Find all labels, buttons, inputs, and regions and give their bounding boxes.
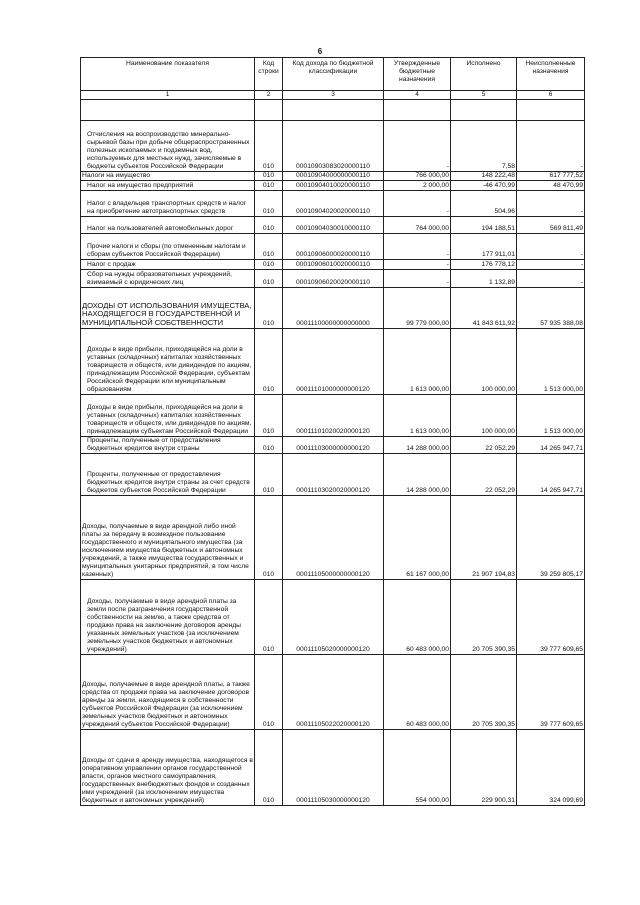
line-code: 010 [255, 171, 283, 180]
budget-code: 00010904010020000110 [283, 180, 384, 190]
table-row [81, 394, 585, 436]
indicator-name: Налог на пользователей автомобильных дорог [81, 216, 255, 233]
table-row [81, 171, 585, 180]
executed-amount: 148 222,48 [451, 171, 517, 180]
table-row [81, 453, 585, 495]
indicator-name: Доходы, получаемые в виде арендной либо иной платы за передачу в возмездное пользование государственного и муниципального имущества (за исключением имущества бюджетных и автономных учреждений, а также имущества государственных и муниципальных унитарных предприятий, в том числе казенных) [81, 495, 255, 579]
approved-amount: 99 779 000,00 [384, 287, 451, 328]
executed-amount: 1 132,89 [451, 269, 517, 287]
executed-amount: 41 843 611,92 [451, 287, 517, 328]
budget-code: 00010904030010000110 [283, 216, 384, 233]
line-code: 010 [255, 180, 283, 190]
approved-amount: 554 000,00 [384, 729, 451, 805]
executed-amount: 229 900,31 [451, 729, 517, 805]
executed-amount: 22 052,29 [451, 453, 517, 495]
table-row [81, 654, 585, 729]
approved-amount: 14 288 000,00 [384, 436, 451, 453]
approved-amount: - [384, 233, 451, 259]
indicator-name: Доходы, получаемые в виде арендной платы, а также средства от продажи права на заключение договоров аренды за земли, находящиеся в собственности субъектов Российской Федерации (за исключением земельных участков бюджетных и автономных учреждений субъектов Российской Федерации) [81, 654, 255, 729]
column-number: 6 [517, 91, 585, 100]
column-header-unexecuted: Неисполненные назначения [517, 58, 585, 91]
column-header-approved: Утвержденные бюджетные назначения [384, 58, 451, 91]
unexecuted-amount: 617 777,52 [517, 171, 585, 180]
executed-amount: 100 000,00 [451, 394, 517, 436]
table-row [81, 216, 585, 233]
unexecuted-amount: 1 513 000,00 [517, 328, 585, 394]
approved-amount: - [384, 190, 451, 216]
approved-amount: 61 167 000,00 [384, 495, 451, 579]
indicator-name: ДОХОДЫ ОТ ИСПОЛЬЗОВАНИЯ ИМУЩЕСТВА, НАХОДЯЩЕГОСЯ В ГОСУДАРСТВЕННОЙ И МУНИЦИПАЛЬНОЙ СОБСТВЕННОСТИ [81, 287, 255, 328]
table-row [81, 120, 585, 171]
unexecuted-amount: - [517, 120, 585, 171]
blank-row [81, 99, 585, 120]
line-code: 010 [255, 190, 283, 216]
approved-amount: 60 483 000,00 [384, 654, 451, 729]
indicator-name: Налог с продаж [81, 259, 255, 269]
approved-amount: - [384, 269, 451, 287]
indicator-name: Доходы от сдачи в аренду имущества, находящегося в оперативном управлении органов государственной власти, органов местного самоуправления, государственных внебюджетных фондов и созданных ими учреждений (за исключением имущества бюджетных и автономных учреждений) [81, 729, 255, 805]
unexecuted-amount: 324 099,69 [517, 729, 585, 805]
budget-code: 00010906000020000110 [283, 233, 384, 259]
column-header-name: Наименование показателя [81, 58, 255, 91]
table-row [81, 259, 585, 269]
line-code: 010 [255, 233, 283, 259]
executed-amount: 504,96 [451, 190, 517, 216]
table-row [81, 287, 585, 328]
budget-code: 00010906020020000110 [283, 269, 384, 287]
revenue-report-table [80, 57, 585, 806]
page-number: 6 [317, 47, 323, 56]
line-code: 010 [255, 579, 283, 654]
budget-code: 00011101020020000120 [283, 394, 384, 436]
line-code: 010 [255, 216, 283, 233]
budget-code: 00011103000000000120 [283, 436, 384, 453]
column-number-row [81, 91, 585, 100]
executed-amount: 176 778,12 [451, 259, 517, 269]
column-header-code: Код строки [255, 58, 283, 91]
line-code: 010 [255, 394, 283, 436]
unexecuted-amount: - [517, 269, 585, 287]
executed-amount: -46 470,99 [451, 180, 517, 190]
unexecuted-amount: 57 935 388,08 [517, 287, 585, 328]
budget-code: 00011100000000000000 [283, 287, 384, 328]
column-number: 2 [255, 91, 283, 100]
approved-amount: - [384, 259, 451, 269]
line-code: 010 [255, 120, 283, 171]
table-row [81, 233, 585, 259]
table-header-row [81, 58, 585, 91]
column-number: 3 [283, 91, 384, 100]
approved-amount: 14 288 000,00 [384, 453, 451, 495]
unexecuted-amount: 1 513 000,00 [517, 394, 585, 436]
table-row [81, 180, 585, 190]
indicator-name: Проценты, полученные от предоставления бюджетных кредитов внутри страны [81, 436, 255, 453]
executed-amount: 20 705 390,35 [451, 654, 517, 729]
executed-amount: 20 705 390,35 [451, 579, 517, 654]
executed-amount: 21 907 194,83 [451, 495, 517, 579]
line-code: 010 [255, 328, 283, 394]
executed-amount: 7,58 [451, 120, 517, 171]
indicator-name: Налоги на имущество [81, 171, 255, 180]
unexecuted-amount: 39 777 609,65 [517, 654, 585, 729]
indicator-name: Налог с владельцев транспортных средств и налог на приобретение автотранспортных средств [81, 190, 255, 216]
line-code: 010 [255, 269, 283, 287]
approved-amount: 766 000,00 [384, 171, 451, 180]
approved-amount: 764 000,00 [384, 216, 451, 233]
unexecuted-amount: 48 470,99 [517, 180, 585, 190]
table-row [81, 269, 585, 287]
indicator-name: Доходы, получаемые в виде арендной платы за земли после разграничения государственной собственности на землю, а также средства от продажи права на заключение договоров аренды указанных земельных участков (за исключением земельных участков бюджетных и автономных учреждений) [81, 579, 255, 654]
approved-amount: 60 483 000,00 [384, 579, 451, 654]
unexecuted-amount: - [517, 233, 585, 259]
budget-code: 00010906010020000110 [283, 259, 384, 269]
line-code: 010 [255, 729, 283, 805]
budget-code: 00011105022020000120 [283, 654, 384, 729]
executed-amount: 194 188,51 [451, 216, 517, 233]
line-code: 010 [255, 495, 283, 579]
column-header-executed: Исполнено [451, 58, 517, 91]
column-number: 4 [384, 91, 451, 100]
executed-amount: 100 000,00 [451, 328, 517, 394]
unexecuted-amount: 39 259 805,17 [517, 495, 585, 579]
unexecuted-amount: 14 265 947,71 [517, 453, 585, 495]
line-code: 010 [255, 654, 283, 729]
budget-code: 00011105030000000120 [283, 729, 384, 805]
column-number: 1 [81, 91, 255, 100]
unexecuted-amount: 569 811,49 [517, 216, 585, 233]
approved-amount: 1 613 000,00 [384, 394, 451, 436]
table-row [81, 729, 585, 805]
budget-code: 00011103020020000120 [283, 453, 384, 495]
unexecuted-amount: - [517, 259, 585, 269]
column-number: 5 [451, 91, 517, 100]
executed-amount: 177 911,01 [451, 233, 517, 259]
table-row [81, 579, 585, 654]
indicator-name: Прочие налоги и сборы (по отмененным налогам и сборам субъектов Российской Федерации) [81, 233, 255, 259]
table-row [81, 436, 585, 453]
table-row [81, 190, 585, 216]
indicator-name: Доходы в виде прибыли, приходящейся на доли в уставных (складочных) капиталах хозяйственных товариществ и обществ, или дивидендов по акциям, принадлежащим Российской Федерации, субъектам Российской Федерации или муниципальным образованиям [81, 328, 255, 394]
indicator-name: Доходы в виде прибыли, приходящейся на доли в уставных (складочных) капиталах хозяйственных товариществ и обществ, или дивидендов по акциям, принадлежащим субъектам Российской Федерации [81, 394, 255, 436]
unexecuted-amount: - [517, 190, 585, 216]
indicator-name: Сбор на нужды образовательных учреждений, взимаемый с юридических лиц [81, 269, 255, 287]
indicator-name: Отчисления на воспроизводство минерально-сырьевой базы при добыче общераспространенных полезных ископаемых и подземных вод, используемых для местных нужд, зачисляемые в бюджеты субъектов Российской Федерации [81, 120, 255, 171]
column-header-kbk: Код дохода по бюджетной классификации [283, 58, 384, 91]
table-row [81, 328, 585, 394]
line-code: 010 [255, 453, 283, 495]
indicator-name: Проценты, полученные от предоставления бюджетных кредитов внутри страны за счет средств бюджетов субъектов Российской Федерации [81, 453, 255, 495]
approved-amount: 2 000,00 [384, 180, 451, 190]
line-code: 010 [255, 259, 283, 269]
table-body [81, 99, 585, 805]
budget-code: 00010903083020000110 [283, 120, 384, 171]
budget-code: 00011105000000000120 [283, 495, 384, 579]
budget-code: 00011101000000000120 [283, 328, 384, 394]
executed-amount: 22 052,29 [451, 436, 517, 453]
indicator-name: Налог на имущество предприятий [81, 180, 255, 190]
approved-amount: - [384, 120, 451, 171]
line-code: 010 [255, 436, 283, 453]
unexecuted-amount: 39 777 609,65 [517, 579, 585, 654]
table-row [81, 495, 585, 579]
budget-code: 00011105020000000120 [283, 579, 384, 654]
line-code: 010 [255, 287, 283, 328]
unexecuted-amount: 14 265 947,71 [517, 436, 585, 453]
approved-amount: 1 613 000,00 [384, 328, 451, 394]
budget-code: 00010904020020000110 [283, 190, 384, 216]
budget-code: 00010904000000000110 [283, 171, 384, 180]
